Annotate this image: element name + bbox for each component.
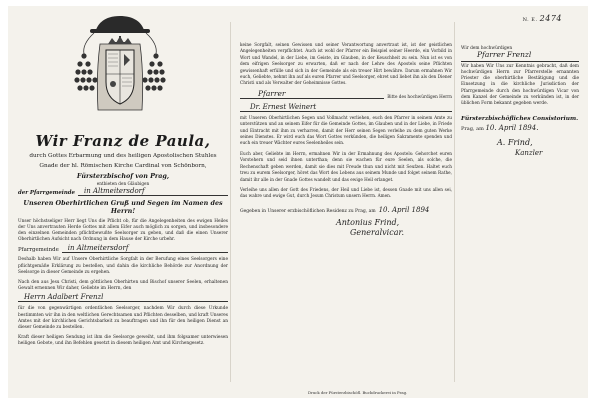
coat-of-arms-icon <box>74 14 166 130</box>
middle-paragraph-4: Verleihe uns allen der Gott des Friedens, der Heil und Liebe ist, dessen Gnade mit uns allen sei, das wahre und ewige Gut, durch Jesum Christum unsern Herrn. Amen. <box>240 186 452 199</box>
decree-title: Wir Franz de Paula, <box>35 132 211 150</box>
right-dateline <box>461 124 579 132</box>
right-column <box>461 46 579 158</box>
left-paragraph-3: Nach den aus Jesu Christi, dem göttlichen Oberhirten und Bischof unserer Seelen, erhaltenen Gewalt ernennen Wir daher, Geliebte im Herrn, den <box>18 280 228 292</box>
pfarrgemeinde-fill <box>78 187 228 196</box>
right-date-label: Prag, am <box>461 125 484 132</box>
name-fill <box>240 102 452 112</box>
middle-signature <box>336 218 452 238</box>
pfarrer-fill <box>62 244 228 253</box>
left-paragraph-4: für die von gegenwärtigen ordentlichen Seelsorger, nachdem Wir durch diese Urkunde bestimmten wir ihn in den weltlichen Gerechtsamen und Pflichten desselben, und kraft Unseres Amtes mit der kirchlichen Gerichtsbarkeit zu beauftragen und ihn für den heiligen Dienst an dieser Gemeinde zu bestellen. <box>18 306 229 331</box>
pfarrgemeinde-line <box>18 187 228 196</box>
decree-subtitle-2: Gnade der hl. Römischen Kirche Cardinal von Schönborn, <box>39 163 207 170</box>
pfarrer-line <box>18 244 228 253</box>
middle-paragraph-1: keine Sorgfalt, seinen Gewissen und seiner Verantwortung anvertraut ist, ist der geistlichen Angelegenheiten verpflichtet. Auch ist wohl der Pfarrer ein Beispiel seiner Heerde, ein Vorbild in Wort und Wandel, in der Liebe, im Geiste, im Glauben, in der Keuschheit zu sein. Nun ist es von dem eifrigen Seelsorger zu erwarten, daß er nach der Lehre des Apostels seine Pflichten gewissenhaft erfülle und sich in der Gemeinde als ein treuer Hirt bewähre. Darum ermahnen Wir euch, Geliebte, nehmt ihn auf als euren Pfarrer und Seelsorger, ehret und liebet ihn als den Diener Christi und als Verwalter der Geheimnisse Gottes. <box>240 42 452 86</box>
appointee-line <box>18 293 228 302</box>
bishop-handwriting: Pfarrer <box>258 88 286 98</box>
middle-date-handwriting: 10. April 1894 <box>378 205 430 214</box>
decree-subtitle-3: Fürsterzbischof von Prag, <box>76 172 170 181</box>
signature-title: Generalvicar. <box>350 227 404 237</box>
name-line <box>240 102 452 112</box>
appointee-fill <box>18 293 228 302</box>
pfarrgemeinde-label: der Pfarrgemeinde <box>18 189 75 196</box>
right-intro-label: Wir dem hochwürdigen <box>461 46 513 51</box>
recipient-line <box>461 52 579 61</box>
middle-column <box>240 42 452 238</box>
bishop-fill <box>240 89 384 99</box>
right-signature-title: Kanzler <box>515 148 543 157</box>
page-number-prefix: N. E. <box>522 17 538 23</box>
signature-name: Antonius Frind, <box>336 217 400 227</box>
left-paragraph-5: Kraft dieser heiligen Sendung ist ihm die Seelsorge geweiht, und ihm folgsamer unterwiesen heiligen Gebote, und ihn Befehlen gesetzt in diesem heiligen Amt und Kirchengesetz. <box>18 335 228 347</box>
entbieten-label: entbieten den Gläubigen <box>96 180 150 186</box>
right-signature <box>497 138 579 158</box>
greeting: Unseren Oberhirtlichen Gruß und Segen im Namen des Herrn! <box>23 198 223 215</box>
page-number-value: 2474 <box>539 14 562 23</box>
pfarrgemeinde-handwriting: in Altmeitersdorf <box>83 186 145 195</box>
column-divider <box>230 22 231 382</box>
column-divider <box>454 22 455 382</box>
middle-paragraph-2: mit Unseren Oberhirtlichen Segen und Vollmacht verliehen, euch den Pfarrer in seinem Amte zu unterstützen und an seinem Eifer für die Gemeinde Gottes, im Glauben und in der Liebe, in Friede und Eintracht mit ihm zu verharren, damit der Herr seinen Segen verleihe zu dem guten Werke seines Dienstes. Er wird euch das Wort Gottes verkünden, die heiligen Sakramente spenden und euch ein treuer Wächter eures Seelenheiles sein. <box>240 114 452 146</box>
pfarrer-label: Pfarrgemeinde <box>18 247 59 254</box>
appointee-handwriting: Herrn Adalbert Frenzl <box>24 293 104 302</box>
middle-dateline <box>240 206 452 214</box>
middle-paragraph-3: Euch aber, Geliebte im Herrn, ermahnen Wir in der Ermahnung des Apostels: Gehorchet euren Vorstehern und seid ihnen unterthan; denn sie wachen für eure Seelen, als solche, die Rechenschaft geben werden, damit sie dies mit Freude thun und nicht mit Seufzen. Haltet euch treu zu eurem Seelsorger, höret das Wort des Lebens aus seinem Munde und folget seinem Rathe, damit ihr alle in der Gnade Gottes wandelt und das ewige Heil erlanget. <box>240 150 452 182</box>
decree-subtitle-1: durch Gottes Erbarmung und des heiligen Apostolischen Stuhles <box>29 153 217 159</box>
page-number <box>523 14 562 23</box>
left-paragraph-1: Unser höchstseliger Herr liegt Uns die Pflicht ob, für die Angelegenheiten des ewigen Heiles der Uns anvertrauten Herde Gottes mit allem Eifer auch möglich zu sorgen, und insbesondere den einzelnen Gemeinden pflichtbewußte Seelsorger zu geben, und daß die einen Unserer Oberhirtlichen Aufsicht nach Ordnung in dem Hause der Kirche urbehr. <box>18 218 228 243</box>
bishop-line <box>240 89 452 99</box>
given-label: Gegeben in Unserer erzbischöflichen Residenz zu Prag, am <box>240 208 376 214</box>
pfarrer-handwriting: in Altmeitersdorf <box>67 244 129 253</box>
printer-imprint: Druck der Fürsterzbischöfl. Buchdruckerei in Prag. <box>308 390 408 395</box>
document-sheet <box>8 6 588 398</box>
right-signature-name: A. Frind, <box>497 137 533 147</box>
name-handwriting: Dr. Ernest Weinert <box>250 102 317 111</box>
consistory-heading: Fürsterzbischöfliches Consistorium. <box>461 115 579 122</box>
right-date-handwriting: 10. April 1894. <box>485 123 539 132</box>
bishop-label: Bitte des hochwürdigen Herrn <box>387 93 452 99</box>
right-text: Wir haben Wir Uns zur Kenntnis gebracht, daß dem hochwürdigen Herrn zur Pfarrerstelle ernannten Priester die oberhirtliche Bestätigung und die Einsetzung in die kirchliche Jurisdiction der Pfarrgemeinde durch den hochwürdigen Vicar von dem Kanzel der Gemeinde zu verkünden ist, in der üblichen Form bekannt gegeben werde. <box>461 63 579 107</box>
left-column <box>18 36 228 348</box>
left-paragraph-2: Deshalb haben Wir auf Unsere Oberhirtliche Sorgfalt in der Berufung eines Seelsorgers eine pflichtgemäße Erklärung zu bestellen, und dahin die kirchliche Behörde zur Anordnung der Seelsorge in dieser Gemeinde zu ergehen. <box>18 257 228 275</box>
recipient-handwriting: Pfarrer Frenzl <box>477 50 532 60</box>
